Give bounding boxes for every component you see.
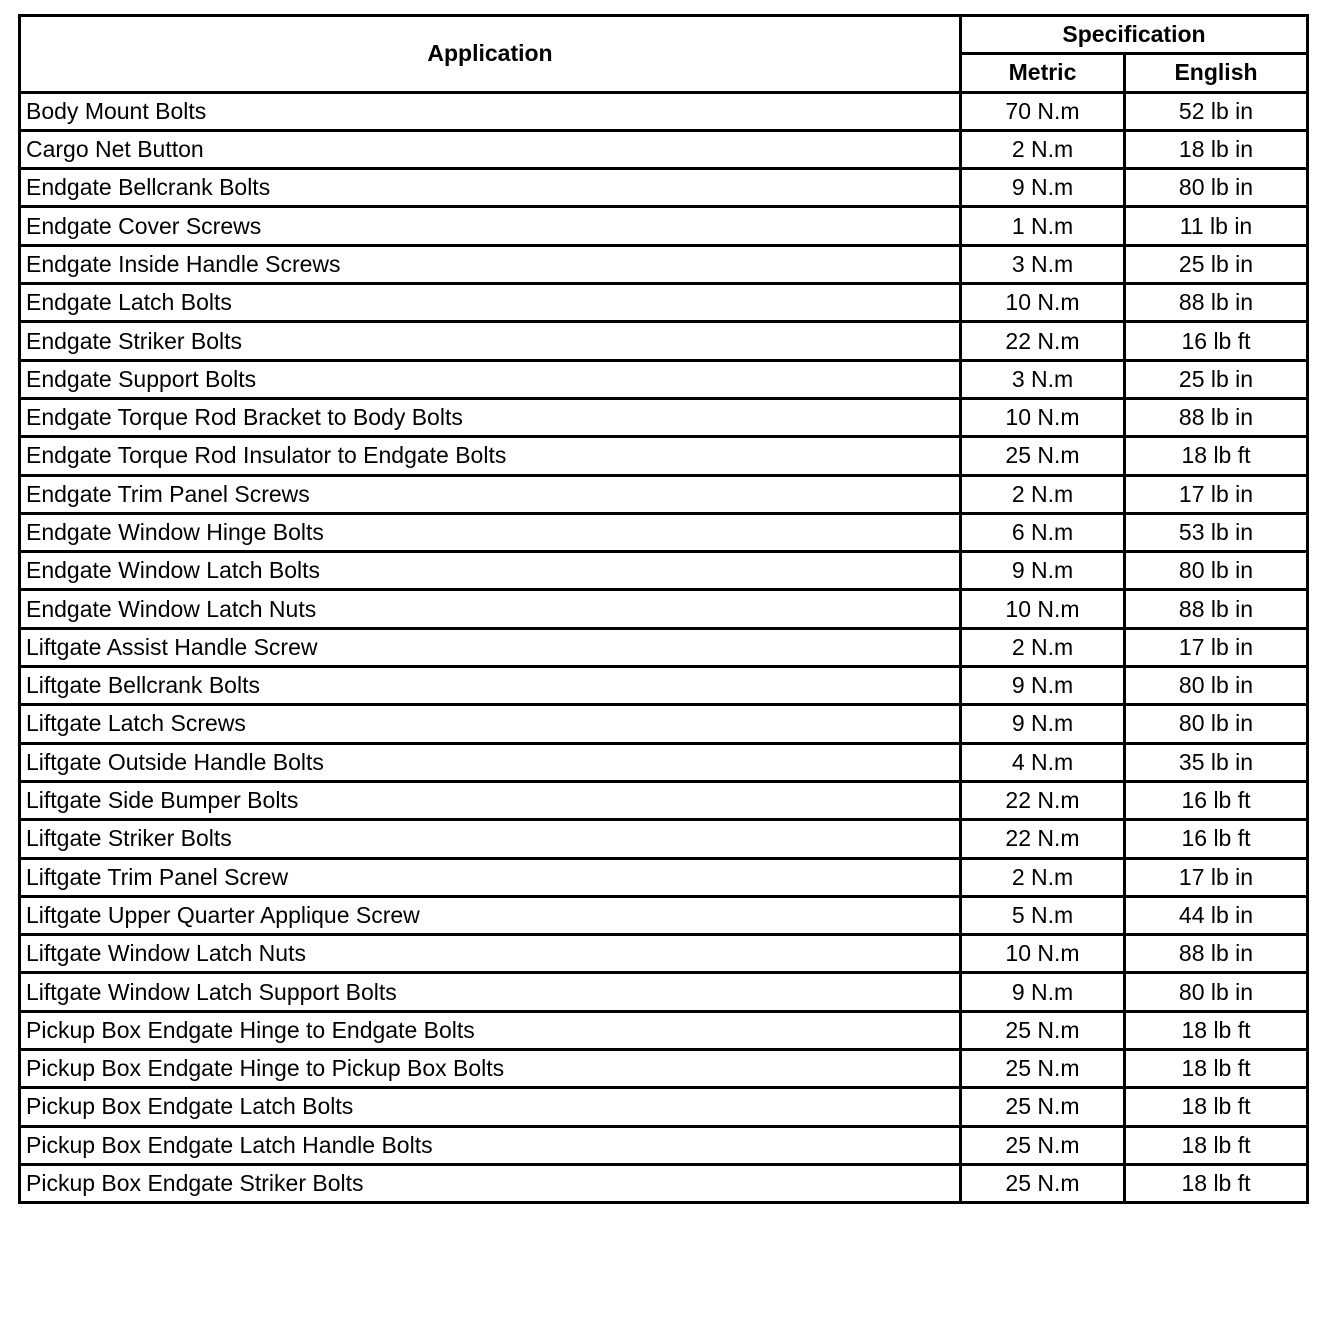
- english-cell: 18 lb ft: [1125, 437, 1308, 475]
- english-cell: 80 lb in: [1125, 973, 1308, 1011]
- application-cell: Endgate Trim Panel Screws: [20, 475, 961, 513]
- metric-cell: 25 N.m: [961, 1126, 1125, 1164]
- table-row: [20, 92, 1308, 130]
- english-cell: 88 lb in: [1125, 284, 1308, 322]
- table-row: [20, 130, 1308, 168]
- table-row: [20, 935, 1308, 973]
- metric-cell: 3 N.m: [961, 245, 1125, 283]
- table-row: [20, 667, 1308, 705]
- table-header: [20, 16, 1308, 93]
- torque-spec-table: [18, 14, 1309, 1204]
- metric-cell: 10 N.m: [961, 284, 1125, 322]
- english-cell: 80 lb in: [1125, 169, 1308, 207]
- metric-cell: 22 N.m: [961, 322, 1125, 360]
- table-row: [20, 743, 1308, 781]
- metric-cell: 9 N.m: [961, 169, 1125, 207]
- metric-cell: 9 N.m: [961, 973, 1125, 1011]
- english-cell: 88 lb in: [1125, 590, 1308, 628]
- english-cell: 52 lb in: [1125, 92, 1308, 130]
- table-row: [20, 1126, 1308, 1164]
- table-row: [20, 398, 1308, 436]
- english-cell: 17 lb in: [1125, 858, 1308, 896]
- english-cell: 80 lb in: [1125, 705, 1308, 743]
- metric-cell: 25 N.m: [961, 437, 1125, 475]
- metric-cell: 10 N.m: [961, 935, 1125, 973]
- metric-cell: 2 N.m: [961, 475, 1125, 513]
- application-cell: Cargo Net Button: [20, 130, 961, 168]
- application-cell: Liftgate Assist Handle Screw: [20, 628, 961, 666]
- table-row: [20, 1088, 1308, 1126]
- application-cell: Endgate Torque Rod Insulator to Endgate Bolts: [20, 437, 961, 475]
- table-row: [20, 820, 1308, 858]
- metric-cell: 4 N.m: [961, 743, 1125, 781]
- table-row: [20, 245, 1308, 283]
- application-cell: Endgate Window Hinge Bolts: [20, 513, 961, 551]
- header-row-top: [20, 16, 1308, 54]
- application-cell: Liftgate Striker Bolts: [20, 820, 961, 858]
- specification-column-header: Specification: [961, 16, 1308, 54]
- english-cell: 18 lb ft: [1125, 1088, 1308, 1126]
- table-row: [20, 475, 1308, 513]
- english-cell: 18 lb ft: [1125, 1011, 1308, 1049]
- metric-cell: 25 N.m: [961, 1088, 1125, 1126]
- application-cell: Endgate Support Bolts: [20, 360, 961, 398]
- metric-cell: 25 N.m: [961, 1011, 1125, 1049]
- metric-cell: 70 N.m: [961, 92, 1125, 130]
- table-row: [20, 360, 1308, 398]
- application-cell: Endgate Cover Screws: [20, 207, 961, 245]
- metric-cell: 22 N.m: [961, 820, 1125, 858]
- metric-cell: 25 N.m: [961, 1050, 1125, 1088]
- table-row: [20, 973, 1308, 1011]
- table-row: [20, 781, 1308, 819]
- application-cell: Endgate Window Latch Nuts: [20, 590, 961, 628]
- english-cell: 25 lb in: [1125, 245, 1308, 283]
- english-column-header: English: [1125, 54, 1308, 92]
- english-cell: 16 lb ft: [1125, 820, 1308, 858]
- metric-cell: 6 N.m: [961, 513, 1125, 551]
- english-cell: 80 lb in: [1125, 667, 1308, 705]
- english-cell: 35 lb in: [1125, 743, 1308, 781]
- application-column-header: Application: [20, 16, 961, 93]
- application-cell: Liftgate Trim Panel Screw: [20, 858, 961, 896]
- metric-cell: 9 N.m: [961, 705, 1125, 743]
- application-cell: Pickup Box Endgate Striker Bolts: [20, 1164, 961, 1202]
- english-cell: 88 lb in: [1125, 398, 1308, 436]
- table-row: [20, 1164, 1308, 1202]
- metric-cell: 5 N.m: [961, 896, 1125, 934]
- metric-cell: 22 N.m: [961, 781, 1125, 819]
- metric-column-header: Metric: [961, 54, 1125, 92]
- english-cell: 11 lb in: [1125, 207, 1308, 245]
- english-cell: 18 lb in: [1125, 130, 1308, 168]
- table-row: [20, 628, 1308, 666]
- application-cell: Endgate Bellcrank Bolts: [20, 169, 961, 207]
- application-cell: Pickup Box Endgate Latch Handle Bolts: [20, 1126, 961, 1164]
- application-cell: Liftgate Window Latch Support Bolts: [20, 973, 961, 1011]
- english-cell: 80 lb in: [1125, 552, 1308, 590]
- metric-cell: 2 N.m: [961, 130, 1125, 168]
- metric-cell: 9 N.m: [961, 667, 1125, 705]
- table-row: [20, 322, 1308, 360]
- application-cell: Body Mount Bolts: [20, 92, 961, 130]
- application-cell: Liftgate Latch Screws: [20, 705, 961, 743]
- english-cell: 53 lb in: [1125, 513, 1308, 551]
- table-row: [20, 1050, 1308, 1088]
- application-cell: Liftgate Upper Quarter Applique Screw: [20, 896, 961, 934]
- application-cell: Endgate Inside Handle Screws: [20, 245, 961, 283]
- table-row: [20, 513, 1308, 551]
- metric-cell: 2 N.m: [961, 628, 1125, 666]
- application-cell: Liftgate Outside Handle Bolts: [20, 743, 961, 781]
- table-row: [20, 169, 1308, 207]
- application-cell: Endgate Torque Rod Bracket to Body Bolts: [20, 398, 961, 436]
- metric-cell: 10 N.m: [961, 590, 1125, 628]
- english-cell: 16 lb ft: [1125, 781, 1308, 819]
- table-row: [20, 207, 1308, 245]
- application-cell: Endgate Latch Bolts: [20, 284, 961, 322]
- application-cell: Liftgate Bellcrank Bolts: [20, 667, 961, 705]
- english-cell: 25 lb in: [1125, 360, 1308, 398]
- application-cell: Endgate Striker Bolts: [20, 322, 961, 360]
- table-row: [20, 590, 1308, 628]
- english-cell: 16 lb ft: [1125, 322, 1308, 360]
- table-body: [20, 92, 1308, 1203]
- english-cell: 18 lb ft: [1125, 1126, 1308, 1164]
- english-cell: 18 lb ft: [1125, 1164, 1308, 1202]
- metric-cell: 1 N.m: [961, 207, 1125, 245]
- table-row: [20, 437, 1308, 475]
- metric-cell: 9 N.m: [961, 552, 1125, 590]
- english-cell: 17 lb in: [1125, 475, 1308, 513]
- table-row: [20, 552, 1308, 590]
- application-cell: Liftgate Window Latch Nuts: [20, 935, 961, 973]
- application-cell: Pickup Box Endgate Hinge to Endgate Bolts: [20, 1011, 961, 1049]
- table-row: [20, 896, 1308, 934]
- table-row: [20, 705, 1308, 743]
- english-cell: 88 lb in: [1125, 935, 1308, 973]
- application-cell: Liftgate Side Bumper Bolts: [20, 781, 961, 819]
- table-row: [20, 858, 1308, 896]
- application-cell: Endgate Window Latch Bolts: [20, 552, 961, 590]
- application-cell: Pickup Box Endgate Hinge to Pickup Box Bolts: [20, 1050, 961, 1088]
- metric-cell: 2 N.m: [961, 858, 1125, 896]
- metric-cell: 3 N.m: [961, 360, 1125, 398]
- english-cell: 18 lb ft: [1125, 1050, 1308, 1088]
- metric-cell: 10 N.m: [961, 398, 1125, 436]
- application-cell: Pickup Box Endgate Latch Bolts: [20, 1088, 961, 1126]
- table-row: [20, 284, 1308, 322]
- english-cell: 44 lb in: [1125, 896, 1308, 934]
- metric-cell: 25 N.m: [961, 1164, 1125, 1202]
- english-cell: 17 lb in: [1125, 628, 1308, 666]
- table-row: [20, 1011, 1308, 1049]
